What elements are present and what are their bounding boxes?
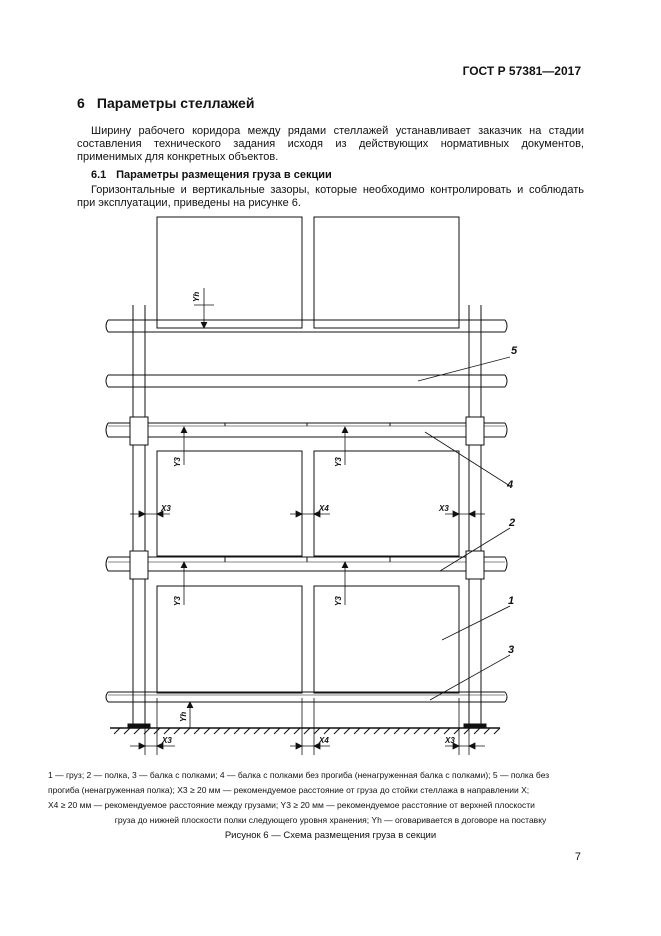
shelf-unloaded [106,375,507,387]
legend-line-1: 1 — груз; 2 — полка, 3 — балка с полками; 4 — балка с полками без прогиба (ненагруженная балка с полками); 5 — полка без [48,770,550,780]
legend-line-3: X4 ≥ 20 мм — рекомендуемое расстояние между грузами; Y3 ≥ 20 мм — рекомендуемое расстояние от верхней плоскости [48,800,535,810]
document-header: ГОСТ Р 57381—2017 [462,64,581,78]
figure-legend [48,768,613,828]
label-x3-bottom-left: X3 [162,736,172,745]
label-x3-middle-right: X3 [439,504,449,513]
paragraph-corridor-width: Ширину рабочего коридора между рядами стеллажей устанавливает заказчик на стадии составления технического задания исходя из действующих нормативных документов, применимых для конкретных объектов. [77,125,584,163]
label-x4-middle: X4 [319,504,329,513]
legend-line-2: прогиба (ненагруженная полка); X3 ≥ 20 мм — рекомендуемое расстояние от груза до стойки стеллажа в направлении X; [48,785,530,795]
callout-5: 5 [511,345,518,357]
label-yh-bottom: Yh [179,711,188,722]
paragraph-clearances: Горизонтальные и вертикальные зазоры, которые необходимо контролировать и соблюдать при эксплуатации, приведены на рисунке 6. [77,184,584,209]
label-y3-mid-right: Y3 [334,457,343,467]
cargo-box-top-right [314,217,459,328]
callout-1: 1 [508,595,515,607]
section-heading [77,95,254,111]
beam-unloaded [106,417,507,445]
legend-line-4: груза до нижней плоскости полки следующего уровня хранения; Yh — оговаривается в договоре на поставку [114,815,547,825]
page-number: 7 [574,851,581,863]
subsection-number: 6.1 [91,169,107,181]
dim-x-bottom [130,698,485,755]
label-x3-bottom-right: X3 [445,736,455,745]
label-yh-top: Yh [192,291,201,302]
rack-diagram [100,210,520,755]
label-x3-middle-left: X3 [161,504,171,513]
callout-3: 3 [508,644,515,656]
label-y3-low-left: Y3 [173,596,182,606]
section-number: 6 [77,95,85,111]
callout-2: 2 [509,517,516,529]
floor-hatching [110,728,500,734]
label-y3-mid-left: Y3 [173,457,182,467]
section-title: Параметры стеллажей [96,95,255,111]
callout-4: 4 [507,479,514,491]
leader-5 [418,357,510,381]
subsection-title: Параметры размещения груза в секции [116,169,332,181]
figure-caption: Рисунок 6 — Схема размещения груза в секции [224,830,437,841]
label-x4-bottom: X4 [319,736,329,745]
label-y3-low-right: Y3 [334,596,343,606]
cargo-box-top-left [157,217,302,328]
subsection-heading [91,169,332,181]
